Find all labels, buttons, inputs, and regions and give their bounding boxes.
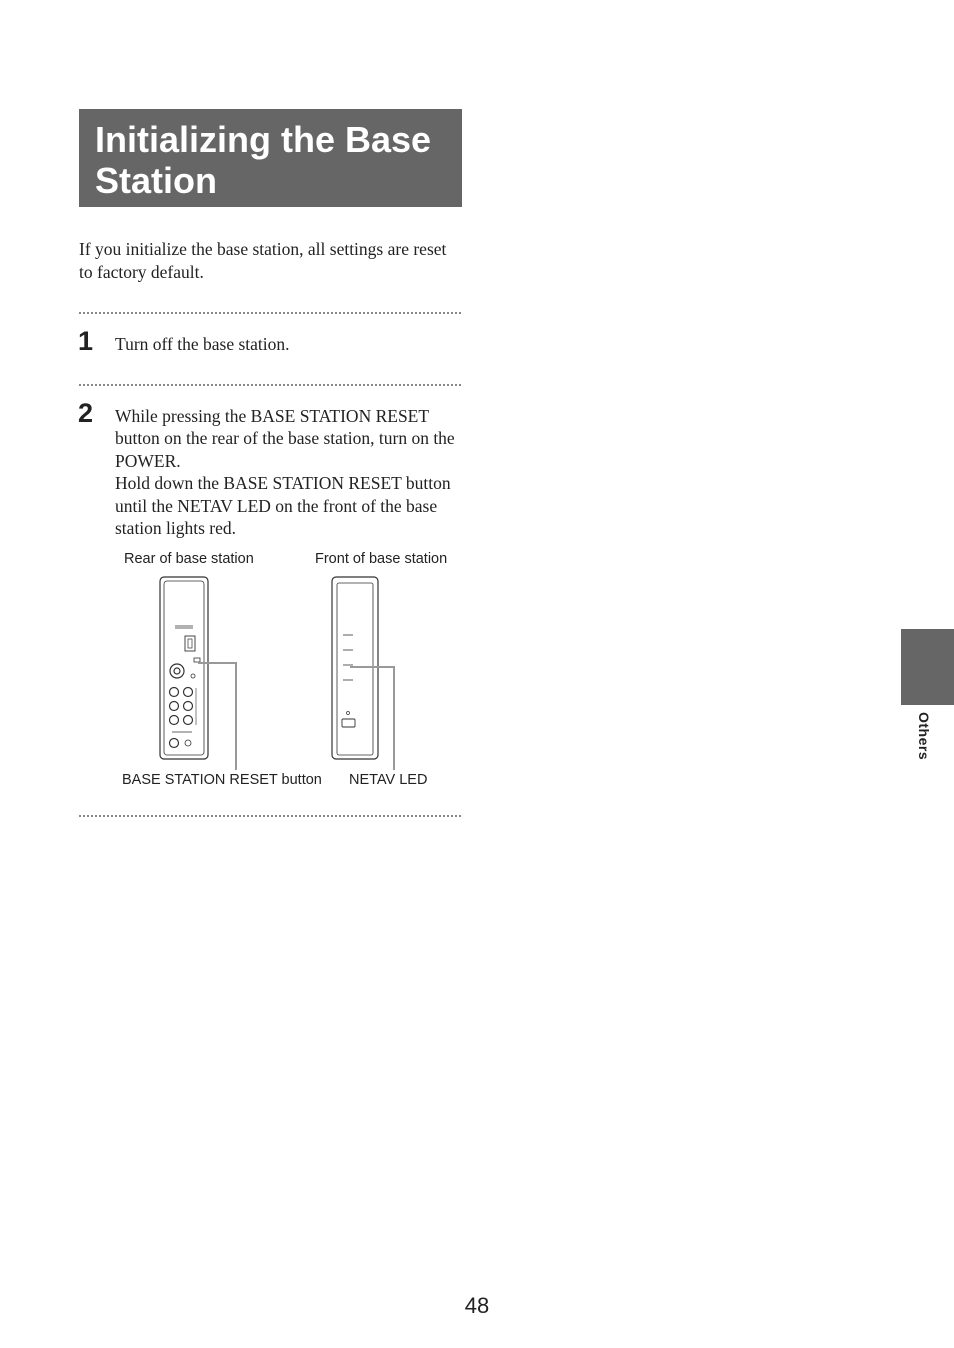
rear-unit-drawing (160, 577, 208, 759)
step-2-text (115, 405, 465, 539)
step-1-text: Turn off the base station. (115, 334, 290, 354)
section-tab (901, 629, 954, 705)
dotted-divider (79, 312, 461, 314)
title-block (79, 109, 462, 207)
dotted-divider (79, 384, 461, 386)
page-number: 48 (464, 1293, 490, 1318)
page-title: Initializing the Base Station (95, 119, 432, 201)
dotted-divider (79, 815, 461, 817)
section-tab-label: Others (916, 712, 932, 761)
step-2-line-2: Hold down the BASE STATION RESET button until the NETAV LED on the front of the base station lights red. (115, 473, 451, 539)
rear-caption: Rear of base station (124, 551, 254, 567)
step-2-number: 2 (78, 398, 94, 428)
callout-lines (198, 663, 394, 770)
front-caption: Front of base station (315, 551, 448, 567)
base-station-illustration (150, 570, 410, 770)
netav-led-label: NETAV LED (349, 772, 428, 788)
step-1-number: 1 (78, 326, 94, 356)
step-2-line-1: While pressing the BASE STATION RESET button on the rear of the base station, turn on the POWER. (115, 406, 455, 471)
intro-paragraph: If you initialize the base station, all settings are reset to factory default. (79, 239, 447, 282)
reset-button-label: BASE STATION RESET button (122, 772, 322, 788)
